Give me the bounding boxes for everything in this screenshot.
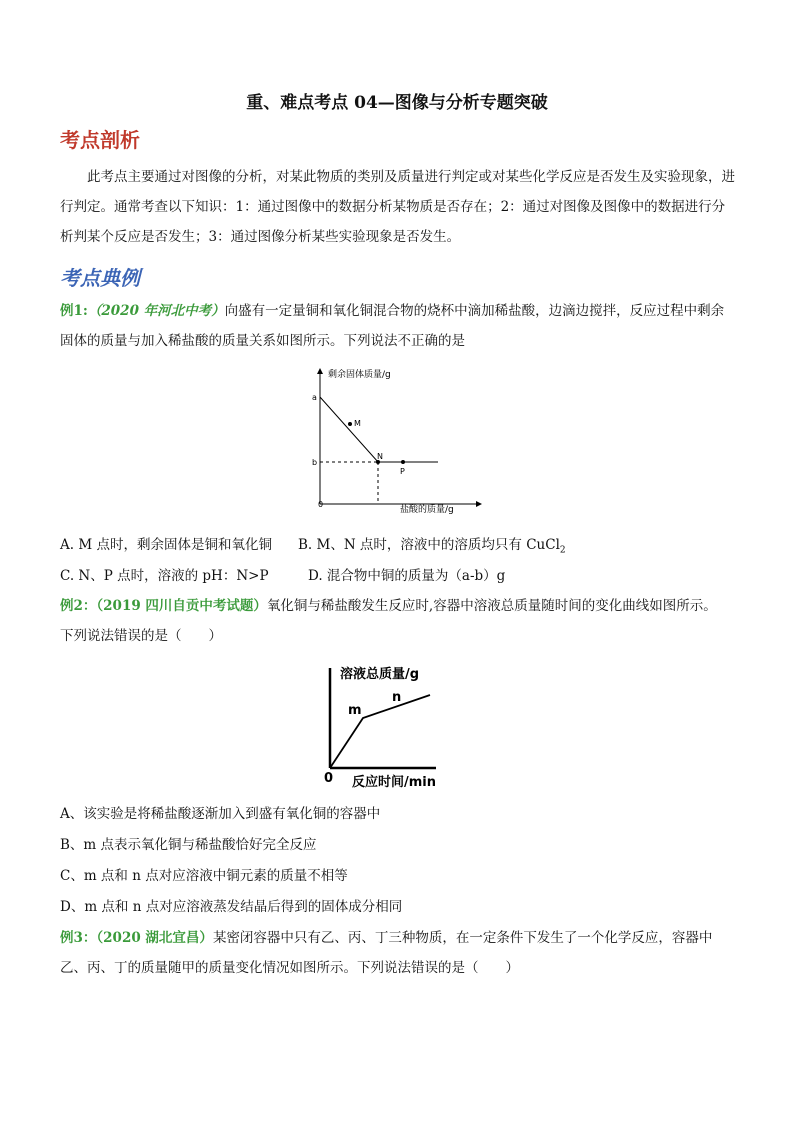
chart1-x-arrow <box>476 501 482 507</box>
chart1-ylabel: 剩余固体质量/g <box>328 370 391 380</box>
example-3-stem-line-1 <box>60 926 712 946</box>
chart1-label-b: b <box>312 458 318 467</box>
chart2-ylabel: 溶液总质量/g <box>340 667 420 682</box>
example-2-stem-line-2: 下列说法错误的是（ ） <box>60 628 222 644</box>
example-3-source: （2020 湖北宜昌） <box>96 930 213 946</box>
chart2-xlabel: 反应时间/min <box>352 775 437 790</box>
example-1-option-c: C. N、P 点时，溶液的 pH：N>P <box>60 568 269 584</box>
example-2-label: 例2： <box>60 598 97 614</box>
chart1-origin: 0 <box>318 500 324 509</box>
example-1-label: 例1: <box>60 303 88 319</box>
chart1-point-p <box>401 460 405 464</box>
example-1-chart <box>300 362 490 520</box>
example-2-option-a: A、该实验是将稀盐酸逐渐加入到盛有氧化铜的容器中 <box>60 806 381 822</box>
chart1-label-p: P <box>400 467 405 476</box>
example-1-option-a: A. M 点时，剩余固体是铜和氧化铜 <box>60 537 272 553</box>
example-1-text: 向盛有一定量铜和氧化铜混合物的烧杯中滴加稀盐酸，边滴边搅拌，反应过程中剩余固体的质量与加入稀盐酸的质量关系如图所示。下列说法不正确的是 <box>60 303 725 349</box>
chart2-line <box>330 695 430 768</box>
section-heading-analysis: 考点剖析 <box>60 128 140 152</box>
chart2-label-m: m <box>348 703 362 718</box>
example-1-option-b: B. M、N 点时，溶液中的溶质均只有 CuCl$_2$ <box>298 537 566 556</box>
example-1-option-d: D. 混合物中铜的质量为（a-b）g <box>308 568 506 584</box>
chart2-label-n: n <box>392 690 402 705</box>
section-heading-examples: 考点典例 <box>60 266 140 290</box>
example-2-stem-line-1 <box>60 594 717 614</box>
example-3-text-1: 某密闭容器中只有乙、丙、丁三种物质，在一定条件下发生了一个化学反应，容器中 <box>212 930 713 946</box>
example-1-stem <box>60 296 736 356</box>
example-3-stem-line-2: 乙、丙、丁的质量随甲的质量变化情况如图所示。下列说法错误的是（ ） <box>60 960 519 976</box>
chart1-point-m <box>348 422 352 426</box>
example-2-chart <box>318 660 448 790</box>
chart1-xlabel: 盐酸的质量/g <box>400 505 454 515</box>
page-title: 重、难点考点 04—图像与分析专题突破 <box>246 93 548 113</box>
chart1-label-a: a <box>312 393 317 402</box>
example-2-source: （2019 四川自贡中考试题） <box>96 598 267 614</box>
chart1-y-arrow <box>317 368 323 374</box>
chart1-label-m: M <box>354 419 361 428</box>
example-2-text-1: 氧化铜与稀盐酸发生反应时,容器中溶液总质量随时间的变化曲线如图所示。 <box>266 598 717 614</box>
chart1-label-n: N <box>377 452 383 461</box>
example-1-source: （2020 年河北中考） <box>87 303 225 319</box>
example-2-option-d: D、m 点和 n 点对应溶液蒸发结晶后得到的固体成分相同 <box>60 899 403 915</box>
chart2-origin: 0 <box>324 771 334 786</box>
intro-paragraph: 此考点主要通过对图像的分析，对某此物质的类别及质量进行判定或对某些化学反应是否发生及实验现象，进行判定。通常考查以下知识：1：通过图像中的数据分析某物质是否存在；2：通过对图像及图像中的数据进行分析判某个反应是否发生；3：通过图像分析某些实验现象是否发生。 <box>60 169 735 245</box>
example-3-label: 例3： <box>60 930 97 946</box>
example-2-option-b: B、m 点表示氧化铜与稀盐酸恰好完全反应 <box>60 837 317 853</box>
example-2-option-c: C、m 点和 n 点对应溶液中铜元素的质量不相等 <box>60 868 348 884</box>
